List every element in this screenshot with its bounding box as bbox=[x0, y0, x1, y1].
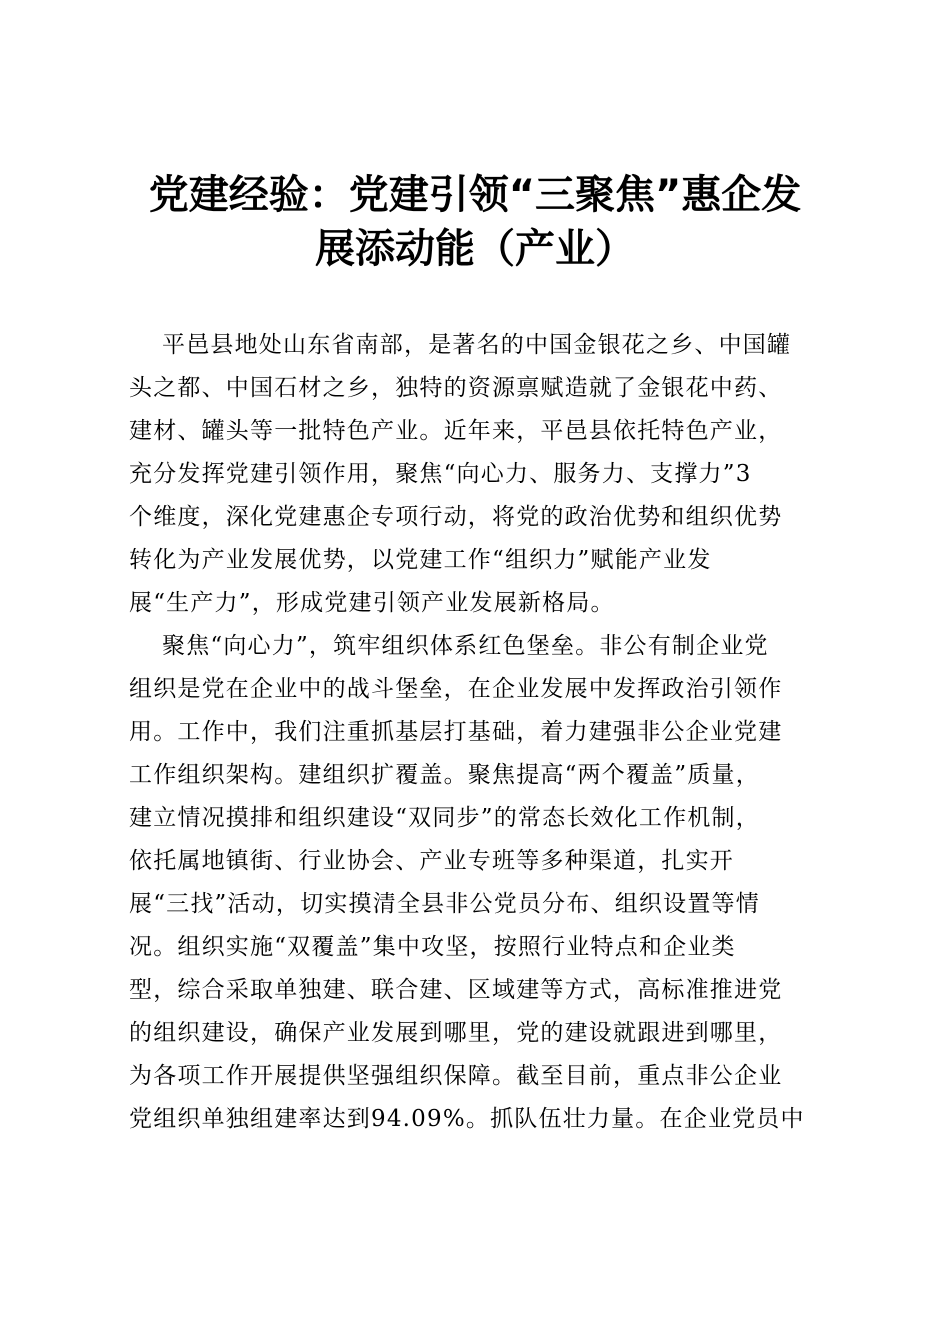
paragraph-line: 充分发挥党建引领作用，聚焦“向心力、服务力、支撑力”3 bbox=[129, 461, 752, 487]
paragraph-line: 建立情况摸排和组织建设“双同步”的常态长效化工作机制， bbox=[129, 805, 760, 831]
paragraph-line: 转化为产业发展优势，以党建工作“组织力”赋能产业发 bbox=[129, 547, 712, 573]
paragraph-line: 个维度，深化党建惠企专项行动，将党的政治优势和组织优势 bbox=[129, 504, 783, 530]
paragraph-line: 建材、罐头等一批特色产业。近年来，平邑县依托特色产业， bbox=[129, 418, 783, 444]
paragraph-line: 依托属地镇街、行业协会、产业专班等多种渠道，扎实开 bbox=[129, 848, 734, 874]
paragraph-line: 展“三找”活动，切实摸清全县非公党员分布、组织设置等情 bbox=[129, 891, 760, 917]
paragraph-line: 组织是党在企业中的战斗堡垒，在企业发展中发挥政治引领作 bbox=[129, 676, 783, 702]
paragraph-line: 聚焦“向心力”，筑牢组织体系红色堡垒。非公有制企业党 bbox=[162, 633, 769, 659]
paragraph-line: 党组织单独组建率达到94.09%。抓队伍壮力量。在企业党员中 bbox=[129, 1106, 805, 1132]
document-title-line-1: 党建经验：党建引领“三聚焦”惠企发 bbox=[148, 172, 802, 218]
paragraph-cohesion bbox=[129, 625, 829, 1141]
document-title-line-2: 展添动能（产业） bbox=[315, 226, 635, 272]
paragraph-line: 型，综合采取单独建、联合建、区域建等方式，高标准推进党 bbox=[129, 977, 783, 1003]
paragraph-line: 为各项工作开展提供坚强组织保障。截至目前，重点非公企业 bbox=[129, 1063, 783, 1089]
paragraph-intro bbox=[129, 324, 829, 625]
paragraph-line: 头之都、中国石材之乡，独特的资源禀赋造就了金银花中药、 bbox=[129, 375, 783, 401]
paragraph-line: 平邑县地处山东省南部，是著名的中国金银花之乡、中国罐 bbox=[162, 332, 792, 358]
paragraph-line: 工作组织架构。建组织扩覆盖。聚焦提高“两个覆盖”质量， bbox=[129, 762, 760, 788]
paragraph-line: 展“生产力”，形成党建引领产业发展新格局。 bbox=[129, 590, 615, 616]
paragraph-line: 况。组织实施“双覆盖”集中攻坚，按照行业特点和企业类 bbox=[129, 934, 736, 960]
paragraph-line: 用。工作中，我们注重抓基层打基础，着力建强非公企业党建 bbox=[129, 719, 783, 745]
paragraph-line: 的组织建设，确保产业发展到哪里，党的建设就跟进到哪里， bbox=[129, 1020, 783, 1046]
